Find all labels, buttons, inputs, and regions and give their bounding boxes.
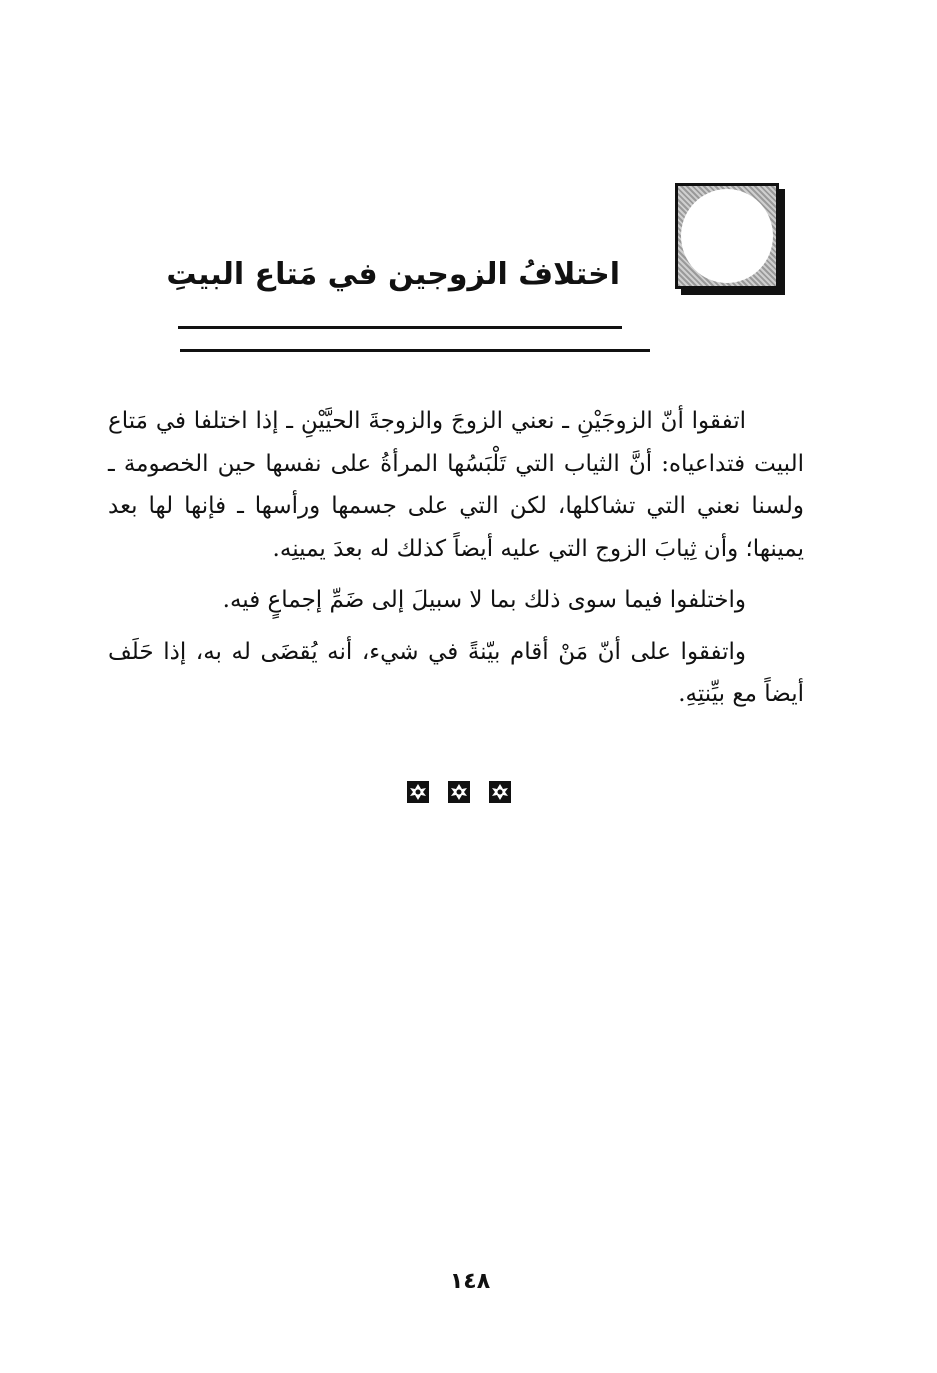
chapter-ornament-circle — [681, 189, 773, 283]
chapter-ornament-icon — [675, 183, 779, 289]
fleuron-icon — [406, 780, 430, 804]
body-text — [108, 400, 804, 725]
paragraph: واختلفوا فيما سوى ذلك بما لا سبيلَ إلى ضَمِّ إجماعٍ فيه. — [222, 587, 746, 613]
fleuron-icon — [488, 780, 512, 804]
fleuron-icon — [447, 780, 471, 804]
title-rule-top — [178, 326, 622, 329]
page-number: ١٤٨ — [449, 1269, 491, 1294]
chapter-title: اختلافُ الزوجين في مَتاع البيتِ — [166, 257, 620, 292]
section-end-ornaments — [406, 778, 512, 806]
title-rule-bottom — [180, 349, 650, 352]
paragraph: اتفقوا أنّ الزوجَيْنِ ـ نعني الزوجَ والزوجةَ الحيَّيْنِ ـ إذا اختلفا في مَتاع البيت فتداعياه: أنَّ الثياب التي تَلْبَسُها المرأةُ على نفسها حين الخصومة ـ ولسنا نعني التي تشاكلها، لكن التي على جسمها ورأسها ـ فإنها لها بعد يمينها؛ وأن ثِيابَ الزوج التي عليه أيضاً كذلك له بعدَ يمينِه. — [108, 408, 804, 562]
paragraph: واتفقوا على أنّ مَنْ أقام بيّنةً في شيء، أنه يُقضَى له به، إذا حَلَف أيضاً مع بيِّنتِهِ. — [108, 638, 804, 707]
